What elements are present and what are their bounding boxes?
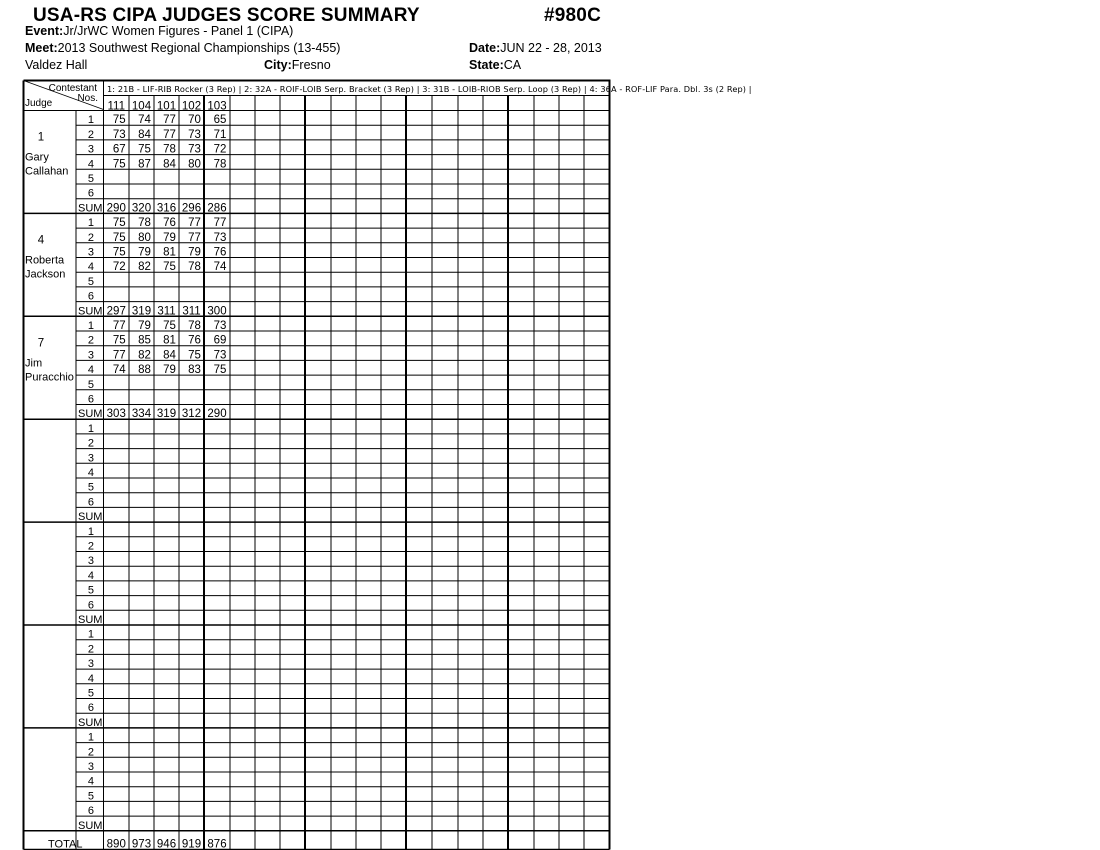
score-cell: 73 [112, 128, 126, 141]
score-cell: 76 [188, 334, 201, 347]
figure-row-number: 6 [87, 187, 94, 200]
figure-row-number: 4 [87, 569, 94, 582]
score-cell: 75 [163, 261, 176, 274]
contestant-number: 103 [207, 100, 227, 113]
sum-cell: 319 [156, 408, 177, 421]
sum-label: SUM [78, 202, 103, 215]
score-cell: 81 [163, 334, 176, 347]
figure-row-number: 4 [87, 364, 94, 377]
sum-cell: 334 [131, 408, 152, 421]
total-cell: 890 [106, 838, 126, 850]
meet-label: Meet: [25, 41, 58, 55]
figure-row-number: 2 [87, 643, 94, 656]
figure-row-number: 2 [87, 231, 94, 244]
score-cell: 75 [163, 320, 176, 332]
figure-row-number: 2 [87, 334, 94, 347]
figure-row-number: 4 [87, 672, 94, 685]
figure-row-number: 3 [87, 555, 94, 568]
score-cell: 82 [138, 261, 151, 274]
score-cell: 74 [138, 114, 151, 127]
figure-row-number: 6 [87, 393, 94, 406]
figure-row-number: 1 [87, 320, 94, 332]
contestant-number: 101 [156, 100, 177, 113]
score-cell: 75 [112, 231, 126, 244]
figure-row-number: 3 [87, 761, 94, 773]
score-cell: 73 [213, 320, 227, 332]
figure-row-number: 5 [87, 481, 94, 494]
score-cell: 81 [163, 246, 176, 259]
total-cell: 946 [156, 838, 177, 850]
score-cell: 75 [112, 334, 126, 347]
score-cell: 83 [188, 364, 201, 377]
figure-row-number: 4 [87, 467, 94, 479]
sum-cell: 311 [182, 305, 201, 318]
score-cell: 84 [163, 349, 176, 362]
figure-row-number: 1 [87, 217, 94, 230]
score-cell: 79 [188, 246, 201, 259]
score-cell: 77 [163, 114, 176, 127]
score-cell: 78 [188, 261, 201, 274]
score-cell: 78 [138, 217, 151, 230]
score-cell: 77 [188, 217, 201, 230]
sum-label: SUM [78, 305, 103, 318]
judge-last-name: Callahan [25, 165, 69, 178]
total-cell: 973 [131, 838, 152, 850]
figure-row-number: 4 [87, 261, 94, 274]
figure-row-number: 5 [87, 378, 94, 391]
figure-row-number: 4 [87, 158, 94, 171]
figure-row-number: 2 [87, 128, 94, 141]
score-cell: 75 [112, 246, 126, 259]
sum-cell: 319 [131, 305, 152, 318]
figure-row-number: 5 [87, 687, 94, 700]
figure-row-number: 2 [87, 437, 94, 450]
figure-row-number: 1 [87, 628, 94, 641]
score-cell: 80 [138, 231, 151, 244]
figure-row-number: 1 [87, 114, 94, 127]
figure-row-number: 5 [87, 275, 94, 288]
figure-row-number: 6 [87, 496, 94, 509]
figure-row-number: 5 [87, 584, 94, 597]
sum-label: SUM [78, 716, 103, 729]
figure-row-number: 6 [87, 702, 94, 715]
figure-row-number: 6 [87, 599, 94, 612]
sum-cell: 312 [181, 408, 202, 421]
figure-row-number: 6 [87, 290, 94, 303]
sum-cell: 300 [207, 305, 227, 318]
contestant-number: 111 [107, 100, 125, 113]
score-cell: 71 [213, 128, 227, 141]
city-label: City: [264, 58, 292, 72]
sum-cell: 290 [106, 202, 126, 215]
score-cell: 75 [213, 364, 227, 377]
judge-first-name: Jim [25, 357, 43, 370]
figure-row-number: 5 [87, 790, 94, 803]
score-cell: 75 [138, 143, 151, 156]
state-value: CA [503, 58, 522, 72]
score-cell: 75 [112, 114, 126, 127]
score-cell: 76 [213, 246, 227, 259]
sum-label: SUM [78, 819, 103, 832]
figure-row-number: 2 [87, 746, 94, 759]
score-cell: 74 [112, 364, 126, 377]
judge-first-name: Roberta [25, 254, 65, 267]
score-cell: 78 [188, 320, 201, 332]
date-value: JUN 22 - 28, 2013 [500, 41, 602, 55]
sum-label: SUM [78, 511, 103, 524]
figure-row-number: 2 [87, 540, 94, 553]
score-cell: 69 [213, 334, 227, 347]
score-cell: 79 [138, 246, 151, 259]
sum-cell: 296 [181, 202, 202, 215]
score-cell: 77 [163, 128, 176, 141]
figure-row-number: 1 [87, 422, 94, 435]
score-cell: 85 [138, 334, 151, 347]
score-cell: 75 [112, 158, 126, 171]
judge-last-name: Jackson [25, 268, 66, 281]
score-cell: 73 [188, 143, 201, 156]
sum-cell: 290 [207, 408, 227, 421]
contestant-number: 104 [131, 100, 152, 113]
city-value: Fresno [291, 58, 331, 72]
nos-label: Nos. [77, 93, 98, 104]
sum-cell: 297 [106, 305, 126, 318]
figure-row-number: 5 [87, 173, 94, 185]
figure-row-number: 3 [87, 349, 94, 362]
event-label: Event: [25, 24, 64, 38]
total-cell: 919 [181, 838, 202, 850]
score-cell: 87 [138, 158, 151, 171]
judge-number: 7 [37, 337, 45, 350]
score-cell: 76 [163, 217, 176, 230]
score-cell: 77 [112, 349, 126, 362]
sum-cell: 316 [156, 202, 177, 215]
total-label: TOTAL [48, 838, 83, 850]
score-cell: 79 [138, 320, 151, 332]
total-cell: 876 [207, 838, 227, 850]
score-cell: 77 [213, 217, 227, 230]
score-cell: 79 [163, 231, 176, 244]
score-cell: 67 [112, 143, 126, 156]
score-cell: 80 [188, 158, 201, 171]
score-cell: 77 [188, 231, 201, 244]
score-cell: 78 [163, 143, 176, 156]
score-cell: 79 [163, 364, 176, 377]
figure-row-number: 6 [87, 805, 94, 818]
score-cell: 84 [163, 158, 176, 171]
judge-label: Judge [25, 98, 53, 109]
figure-row-number: 3 [87, 246, 94, 259]
score-cell: 74 [213, 261, 227, 274]
sum-cell: 320 [131, 202, 152, 215]
score-cell: 82 [138, 349, 151, 362]
judge-first-name: Gary [25, 151, 49, 164]
venue-name: Valdez Hall [25, 58, 88, 72]
judge-number: 1 [37, 131, 45, 144]
score-cell: 73 [188, 128, 201, 141]
score-cell: 70 [188, 114, 201, 127]
score-cell: 75 [188, 349, 201, 362]
score-cell: 75 [112, 217, 126, 230]
report-title: USA-RS CIPA JUDGES SCORE SUMMARY [33, 5, 420, 26]
figure-row-number: 3 [87, 143, 94, 156]
contestant-label: Contestant [48, 83, 97, 94]
figure-row-number: 3 [87, 658, 94, 671]
score-cell: 78 [213, 158, 227, 171]
date-label: Date: [469, 41, 501, 55]
score-cell: 73 [213, 231, 227, 244]
figure-row-number: 1 [87, 525, 94, 538]
state-label: State: [469, 58, 504, 72]
judge-number: 4 [37, 234, 45, 247]
contestant-number: 102 [181, 100, 202, 113]
judge-last-name: Puracchio [25, 371, 74, 384]
score-cell: 84 [138, 128, 151, 141]
sum-label: SUM [78, 614, 103, 626]
score-cell: 88 [138, 364, 151, 377]
sum-cell: 303 [106, 408, 126, 421]
figure-row-number: 1 [87, 731, 94, 744]
figure-row-number: 3 [87, 452, 94, 465]
score-cell: 73 [213, 349, 227, 362]
form-number: #980C [544, 5, 601, 26]
score-cell: 72 [213, 143, 227, 156]
score-cell: 77 [112, 320, 126, 332]
score-cell: 65 [213, 114, 227, 127]
figures-legend: 1: 21B - LIF-RIB Rocker (3 Rep) | 2: 32A - ROIF-LOIB Serp. Bracket (3 Rep) | 3: 31B - LOIB-RIOB Serp. Loop (3 Rep) | 4: 36A - ROF-LIF Para. Dbl. 3s (2 Rep) | [107, 84, 752, 94]
sum-cell: 311 [157, 305, 176, 318]
figure-row-number: 4 [87, 775, 94, 788]
score-cell: 72 [112, 261, 126, 274]
event-value: Jr/JrWC Women Figures - Panel 1 (CIPA) [63, 24, 294, 38]
sum-cell: 286 [207, 202, 227, 215]
meet-value: 2013 Southwest Regional Championships (13-455) [57, 41, 341, 55]
sum-label: SUM [78, 408, 103, 421]
